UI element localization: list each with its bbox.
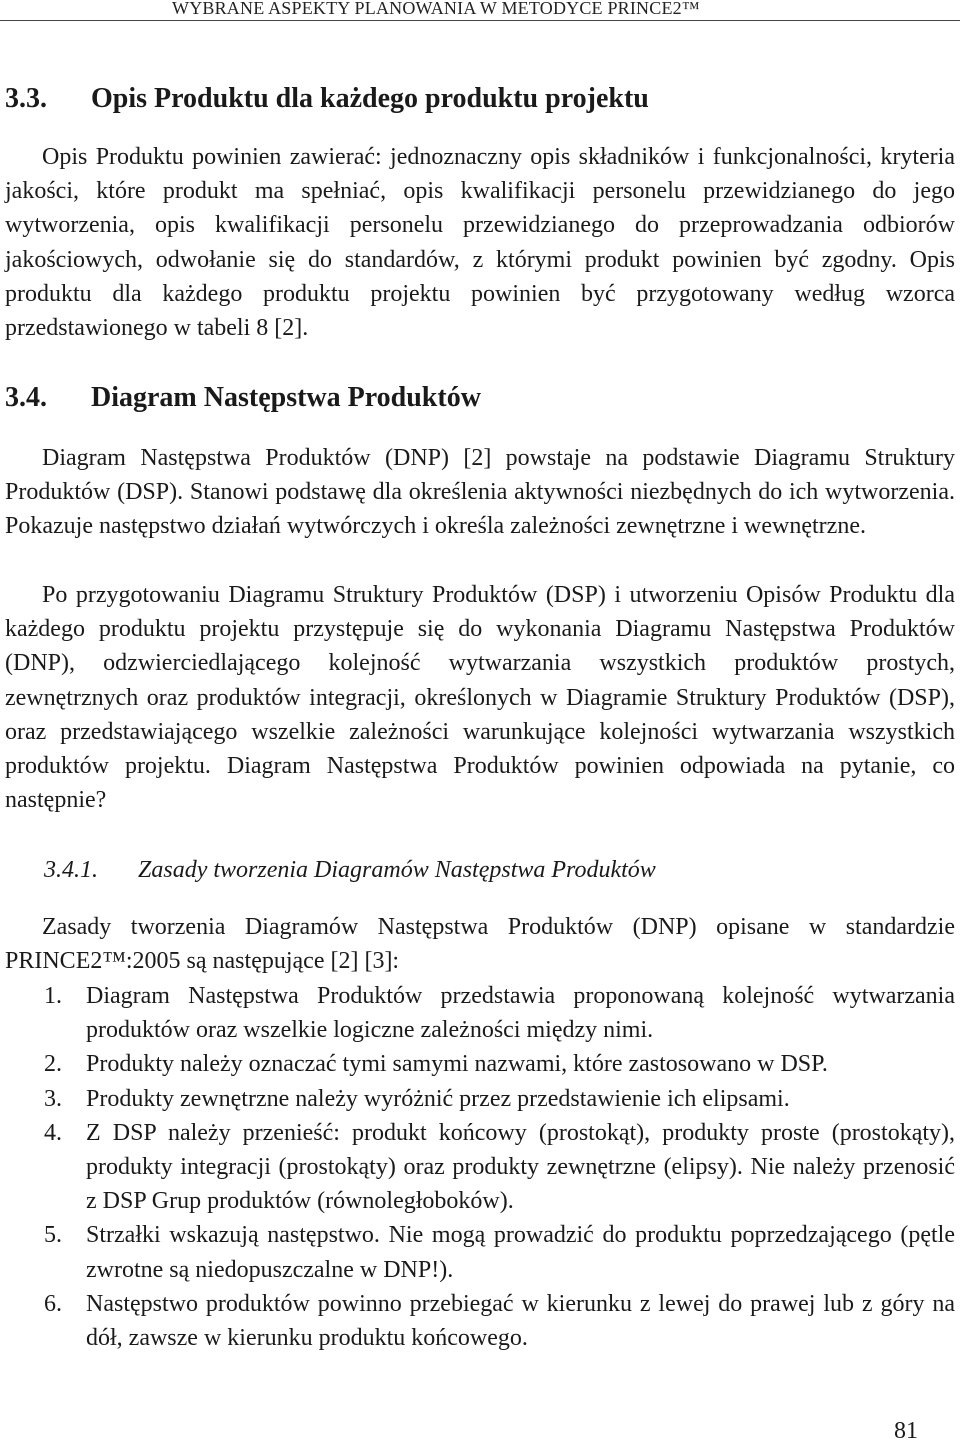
page-number: 81 — [894, 1418, 918, 1444]
list-item-text: Z DSP należy przenieść: produkt końcowy (prostokąt), produkty proste (prostokąty), produkty integracji (prostokąty) oraz produkty zewnętrzne (elipsy). Nie należy przenosić z DSP Grup produktów (równoległoboków). — [86, 1119, 955, 1215]
section-number: 3.4.1. — [44, 857, 98, 883]
header-rule — [0, 20, 960, 21]
section-3-4-paragraph-2: Po przygotowaniu Diagramu Struktury Produktów (DSP) i utworzeniu Opisów Produktu dla każdego produktu projektu przystępuje się do wykonania Diagramu Następstwa Produktów (DNP), odzwierciedlającego kolejność wytwarzania wszystkich produktów prostych, zewnętrznych oraz produktów integracji, określonych w Diagramie Struktury Produktów (DSP), oraz przedstawiającego wszelkie zależności warunkujące kolejności wytwarzania wszystkich produktów projektu. Diagram Następstwa Produktów powinien odpowiada na pytanie, co następnie? — [5, 582, 955, 814]
running-header-text: WYBRANE ASPEKTY PLANOWANIA W METODYCE PRINCE2™ — [172, 0, 700, 18]
list-item-number: 6. — [44, 1290, 62, 1317]
section-3-3-paragraph: Opis Produktu powinien zawierać: jednoznaczny opis składników i funkcjonalności, kryteria jakości, które produkt ma spełniać, opis kwalifikacji personelu przewidzianego do jego wytworzenia, opis kwalifikacji personelu przewidzianego do przeprowadzania odbiorów jakościowych, odwołanie się do standardów, z którymi produkt powinien być zgodny. Opis produktu dla każdego produktu projektu powinien być przygotowany według wzorca przedstawionego w tabeli 8 [2]. — [5, 144, 955, 342]
list-item — [0, 979, 960, 1047]
list-item — [0, 1082, 960, 1116]
section-title: Diagram Następstwa Produktów — [91, 382, 481, 413]
list-item-text: Produkty należy oznaczać tymi samymi nazwami, które zastosowano w DSP. — [86, 1051, 828, 1078]
list-item — [0, 1287, 960, 1355]
list-item-number: 2. — [44, 1051, 62, 1078]
list-item-text: Diagram Następstwa Produktów przedstawia proponowaną kolejność wytwarzania produktów oraz wszelkie logiczne zależności między nimi. — [86, 983, 955, 1044]
list-item — [0, 1218, 960, 1286]
section-3-4-paragraph-1: Diagram Następstwa Produktów (DNP) [2] powstaje na podstawie Diagramu Struktury Produktów (DSP). Stanowi podstawę dla określenia aktywności niezbędnych do ich wytworzenia. Pokazuje następstwo działań wytwórczych i określa zależności zewnętrzne i wewnętrzne. — [5, 445, 955, 540]
list-item-text: Następstwo produktów powinno przebiegać w kierunku z lewej do prawej lub z góry na dół, zawsze w kierunku produktu końcowego. — [86, 1290, 955, 1352]
list-item — [0, 1116, 960, 1219]
section-number: 3.3. — [5, 83, 47, 114]
section-3-4-1-intro: Zasady tworzenia Diagramów Następstwa Produktów (DNP) opisane w standardzie PRINCE2™:2005 są następujące [2] [3]: — [5, 914, 955, 975]
list-item-text: Produkty zewnętrzne należy wyróżnić przez przedstawienie ich elipsami. — [86, 1085, 790, 1112]
list-item-number: 1. — [44, 983, 62, 1009]
list-item-number: 5. — [44, 1222, 62, 1249]
list-item-text: Strzałki wskazują następstwo. Nie mogą prowadzić do produktu poprzedzającego (pętle zwrotne są niedopuszczalne w DNP!). — [86, 1222, 955, 1283]
section-number: 3.4. — [5, 382, 47, 413]
list-item — [0, 1047, 960, 1081]
section-title: Opis Produktu dla każdego produktu projektu — [91, 83, 649, 114]
rules-list — [0, 979, 960, 1355]
list-item-number: 3. — [44, 1085, 62, 1112]
section-title: Zasady tworzenia Diagramów Następstwa Produktów — [138, 857, 656, 883]
running-header — [0, 0, 960, 22]
list-item-number: 4. — [44, 1119, 62, 1146]
